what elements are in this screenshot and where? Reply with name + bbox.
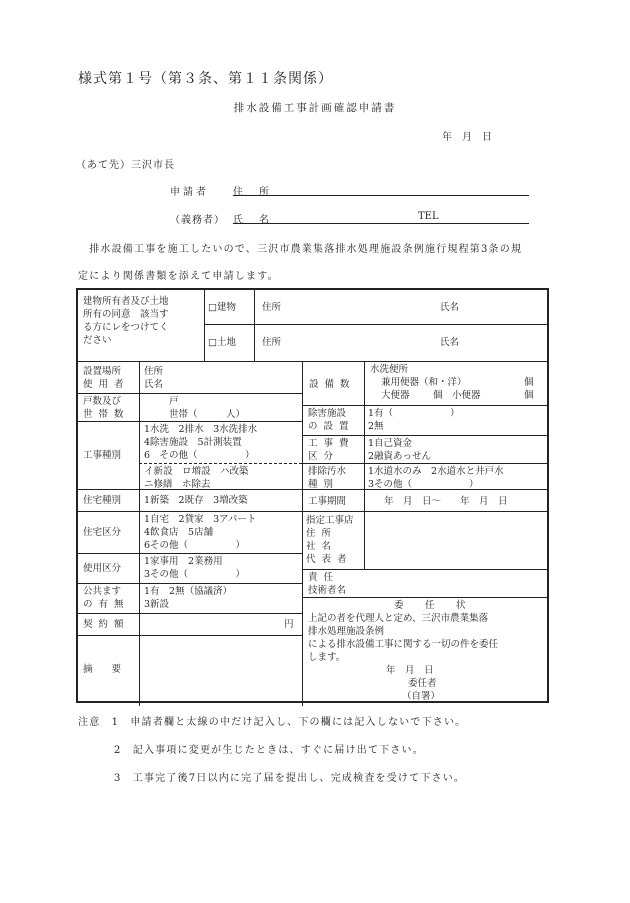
note-1: 注意 1 申請者欄と太線の中だけ記入し、下の欄には記入しないで下さい。 bbox=[78, 717, 467, 728]
households-label: 戸数及び 世帯数 bbox=[83, 396, 130, 420]
document-title: 排水設備工事計画確認申請書 bbox=[233, 102, 397, 114]
proxy-signature[interactable]: （自署） bbox=[402, 691, 441, 702]
equipment-label: 設備数 bbox=[309, 379, 356, 390]
use-class-label: 使用区分 bbox=[83, 563, 122, 574]
applicant-label: 申請者 bbox=[170, 187, 209, 198]
small-urinal-label: 小便器 bbox=[452, 390, 481, 401]
work-type-options[interactable]: 1水洗 2排水 3水洗排水 4除害施設 5計測装置 6 その他（ ） bbox=[144, 424, 258, 461]
households-count: 世帯（ 人） bbox=[169, 409, 246, 420]
proxy-text: 上記の者を代理人と定め、三沢市農業集落 排水処理施設条例 による排水設備工事に関する一切の件を委任 します。 bbox=[308, 613, 499, 663]
flush-toilet-label: 水洗便所 bbox=[370, 364, 409, 375]
contract-amount-label: 契約額 bbox=[83, 619, 130, 630]
applicant-address-line[interactable] bbox=[233, 195, 529, 196]
public-basin-options[interactable]: 1有 2無（協議済） 3新設 bbox=[144, 586, 233, 610]
removal-facility-label: 除害施設 の設置 bbox=[308, 408, 355, 432]
housing-class-options[interactable]: 1自宅 2貸家 3アパート 4飲食店 5店舗 6その他（ ） bbox=[144, 514, 257, 551]
work-period-value[interactable]: 年 月 日～ 年 月 日 bbox=[384, 496, 508, 507]
addressee: （あて先）三沢市長 bbox=[76, 160, 175, 171]
dual-toilet-unit: 個 bbox=[524, 377, 534, 388]
location-label: 設置場所 使用者 bbox=[83, 366, 130, 390]
building-name-label: 氏名 bbox=[440, 302, 460, 313]
dual-toilet-label: 兼用便器（和・洋） bbox=[381, 377, 467, 388]
proxy-title: 委 任 状 bbox=[394, 600, 472, 611]
work-type-label: 工事種別 bbox=[83, 450, 122, 461]
date-field[interactable]: 年 月 日 bbox=[442, 132, 492, 143]
applicant-address-label: 住 所 bbox=[233, 187, 272, 198]
request-paragraph-line-2: 定により関係書類を添えて申請します。 bbox=[78, 271, 279, 282]
work-kind-options[interactable]: イ新設 ロ増設 ハ改築 ニ修繕 ホ除去 bbox=[144, 466, 249, 490]
obligor-label: （義務者） bbox=[170, 215, 225, 226]
request-paragraph-line-1: 排水設備工事を施工したいので、三沢市農業集落排水処理施設条例施行規程第3条の規 bbox=[78, 244, 523, 255]
building-checkbox[interactable]: □建物 bbox=[208, 302, 236, 313]
work-period-label: 工事期間 bbox=[308, 496, 347, 507]
location-values: 住所 氏名 bbox=[144, 366, 164, 390]
land-address-label: 住所 bbox=[262, 337, 282, 348]
application-table bbox=[76, 288, 549, 703]
removal-facility-options[interactable]: 1有（ ） 2無 bbox=[368, 408, 460, 432]
urinal-label: 大便器 bbox=[381, 390, 410, 401]
cost-options[interactable]: 1自己資金 2融資あっせん bbox=[368, 438, 431, 462]
summary-label: 摘 要 bbox=[83, 664, 122, 675]
drainage-type-label: 排除汚水 種別 bbox=[308, 466, 347, 490]
note-2: 2 記入事項に変更が生じたときは、すぐに届け出て下さい。 bbox=[114, 745, 424, 756]
building-address-label: 住所 bbox=[262, 302, 282, 313]
housing-class-label: 住宅区分 bbox=[83, 527, 122, 538]
urinal-unit: 個 bbox=[433, 390, 443, 401]
land-checkbox[interactable]: □土地 bbox=[208, 337, 236, 348]
small-urinal-unit: 個 bbox=[524, 390, 534, 401]
form-number-title: 様式第１号（第３条、第１１条関係） bbox=[78, 71, 333, 87]
public-basin-label: 公共ます の有無 bbox=[83, 586, 130, 610]
note-3: 3 工事完了後7日以内に完了届を提出し、完成検査を受けて下さい。 bbox=[114, 773, 466, 784]
applicant-name-label: 氏 名 bbox=[233, 215, 272, 226]
housing-type-options[interactable]: 1新築 2既存 3増改築 bbox=[144, 495, 248, 506]
contractor-label: 指定工事店 住所 社名 代表者 bbox=[306, 515, 354, 565]
use-class-options[interactable]: 1家事用 2業務用 3その他（ ） bbox=[144, 556, 246, 580]
tel-label: TEL bbox=[418, 211, 439, 222]
proxy-date[interactable]: 年 月 日 bbox=[386, 665, 434, 676]
applicant-name-line[interactable] bbox=[233, 223, 529, 224]
engineer-label: 責任 技術者名 bbox=[308, 572, 347, 596]
housing-type-label: 住宅種別 bbox=[83, 495, 122, 506]
cost-label: 工事費 区分 bbox=[308, 438, 355, 462]
contract-yen-unit: 円 bbox=[284, 619, 294, 630]
drainage-type-options[interactable]: 1水道水のみ 2水道水と井戸水 3その他（ ） bbox=[368, 466, 504, 490]
land-name-label: 氏名 bbox=[440, 337, 460, 348]
proxy-principal: 委任者 bbox=[408, 678, 437, 689]
consent-label: 建物所有者及び土地 所有の同意 該当す る方にレをつけてく ださい bbox=[83, 296, 169, 346]
households-unit: 戸 bbox=[169, 396, 179, 407]
